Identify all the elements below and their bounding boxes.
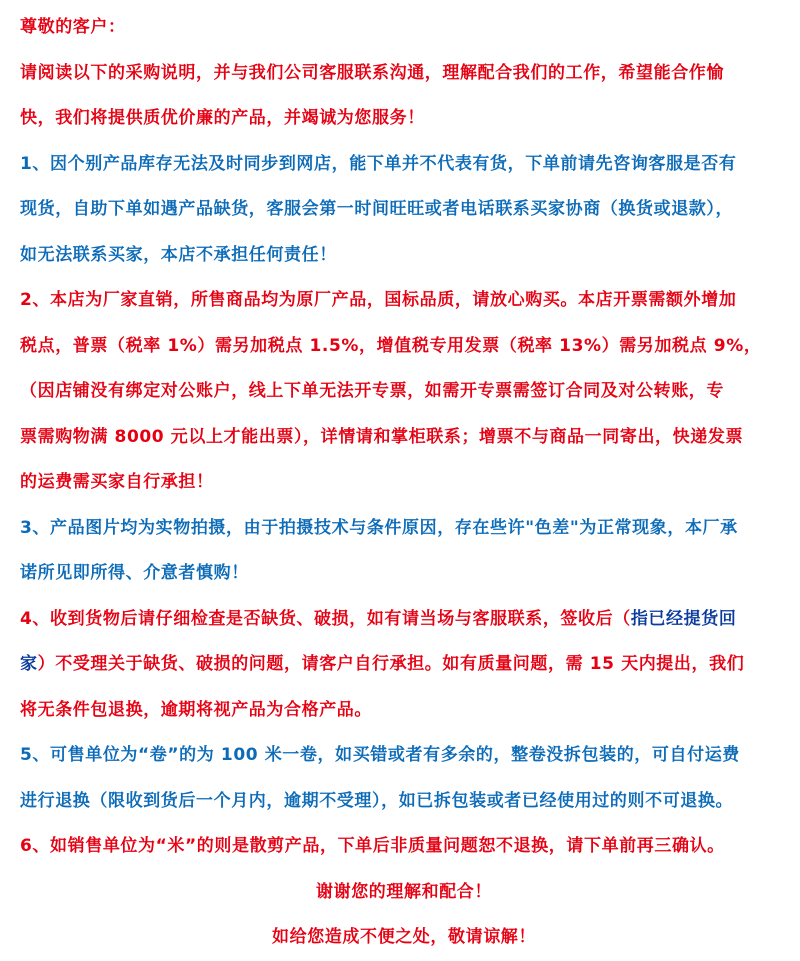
- item-4-line-2: [20, 642, 788, 688]
- item-1-line-3: 如无法联系买家，本店不承担任何责任！: [20, 244, 337, 265]
- item-2-line-3: （因店铺没有绑定对公账户，线上下单无法开专票，如需开专票需签订合同及对公转账，专: [20, 381, 724, 401]
- greeting: 尊敬的客户：: [20, 17, 126, 37]
- item-4-highlight-2: 家: [20, 654, 38, 674]
- closing-apology: 如给您造成不便之处，敬请谅解！: [272, 927, 536, 947]
- intro-line-1: 请阅读以下的采购说明，并与我们公司客服联系沟通，理解配合我们的工作，希望能合作愉: [20, 62, 724, 83]
- closing-thanks: 谢谢您的理解和配合！: [316, 881, 492, 902]
- item-3-line-2: 诺所见即所得、介意者慎购！: [20, 563, 249, 583]
- item-1-line-1: 1、因个别产品库存无法及时同步到网店，能下单并不代表有货，下单前请先咨询客服是否有: [20, 153, 737, 174]
- item-2-line-1: 2、本店为厂家直销，所售商品均为原厂产品，国标品质，请放心购买。本店开票需额外增加: [20, 290, 737, 310]
- item-4-line-1-main: 4、收到货物后请仔细检查是否缺货、破损，如有请当场与客服联系，签收后（: [20, 608, 631, 629]
- intro-line-2: 快，我们将提供质优价廉的产品，并竭诚为您服务！: [20, 108, 425, 128]
- purchase-notice: [20, 0, 788, 961]
- item-6-line-1: 6、如销售单位为“米”的则是散剪产品，下单后非质量问题恕不退换，请下单前再三确认。: [20, 836, 725, 856]
- item-4-line-2-main: ）不受理关于缺货、破损的问题，请客户自行承担。如有质量问题，需 15 天内提出，我们: [37, 654, 745, 674]
- item-3-line-1: 3、产品图片均为实物拍摄，由于拍摄技术与条件原因，存在些许"色差"为正常现象，本厂承: [20, 517, 738, 538]
- item-4-highlight-1: 指已经提货回: [630, 608, 737, 629]
- item-5-line-2: 进行退换（限收到货后一个月内，逾期不受理），如已拆包装或者已经使用过的则不可退换。: [20, 790, 734, 811]
- item-4-line-1: [20, 597, 788, 643]
- item-2-line-4: 票需购物满 8000 元以上才能出票），详情请和掌柜联系；增票不与商品一同寄出，快递发票: [20, 426, 744, 447]
- item-5-line-1: 5、可售单位为“卷”的为 100 米一卷，如买错或者有多余的，整卷没拆包装的，可自付运费: [20, 745, 740, 765]
- item-2-line-2: 税点，普票（税率 1%）需另加税点 1.5%，增值税专用发票（税率 13%）需另加税点 9%，: [20, 335, 762, 356]
- item-4-line-3: 将无条件包退换，逾期将视产品为合格产品。: [20, 699, 372, 720]
- item-1-line-2: 现货，自助下单如遇产品缺货，客服会第一时间旺旺或者电话联系买家协商（换货或退款），: [20, 199, 734, 219]
- item-2-line-5: 的运费需买家自行承担！: [20, 472, 214, 492]
